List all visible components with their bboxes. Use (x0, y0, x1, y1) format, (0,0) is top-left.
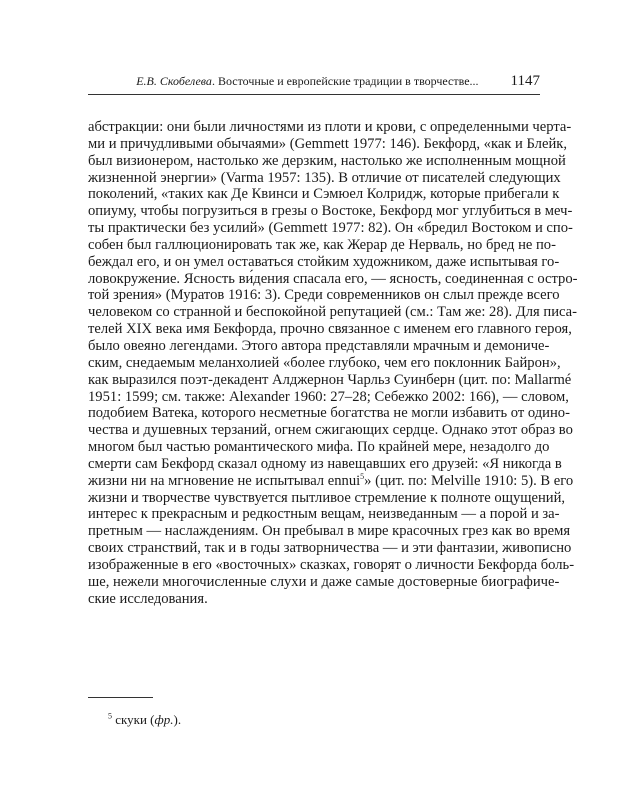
text-line: подобием Ватека, которого несметные богатства не могли избавить от одино- (88, 405, 570, 422)
text-line: беждал его, и он умел оставаться стойким художником, даже испытывая го- (88, 253, 560, 270)
text-line: ше, нежели многочисленные слухи и даже самые достоверные биографиче- (88, 573, 560, 590)
text-line: человеком со странной и беспокойной репутацией (см.: Там же: 28). Для писа- (88, 304, 578, 321)
text-line: ловокружение. Ясность ви́дения спасала его, — ясность, соединенная с остро- (88, 270, 578, 287)
header-rule (88, 94, 540, 95)
text-line: телей XIX века имя Бекфорда, прочно связанное с именем его главного героя, (88, 321, 572, 338)
text-line: ми и причудливыми обычаями» (Gemmett 1977: 146). Бекфорд, «как и Блейк, (88, 135, 567, 152)
text-line: ским, снедаемым меланхолией «более глубоко, чем его поклонник Байрон», (88, 354, 561, 371)
header-title (136, 74, 478, 89)
text-line: абстракции: они были личностями из плоти и крови, с определенными черта- (88, 119, 572, 135)
text-line: было овеяно легендами. Этого автора представляли мрачным и демониче- (88, 337, 550, 354)
footnote (108, 712, 181, 728)
footnote-end: ). (173, 712, 182, 727)
body-text (88, 119, 578, 607)
footnote-reference[interactable]: 5 (360, 471, 365, 481)
text-line: той зрения» (Муратов 1916: 3). Среди современников он слыл прежде всего (88, 287, 560, 304)
footnote-abbr: фр. (154, 712, 174, 727)
header-author: Е.В. Скобелева (136, 74, 212, 88)
text-line: ты практически без усилий» (Gemmett 1977: 82). Он «бредил Востоком и спо- (88, 220, 573, 237)
text-line: чества и душевных терзаний, огнем сжигающих сердце. Однако этот образ во (88, 422, 573, 439)
text-line: как выразился поэт-декадент Алджернон Чарльз Суинберн (цит. по: Mallarmé (88, 371, 572, 388)
running-header (88, 73, 540, 93)
text-line: поколений, «таких как Де Квинси и Сэмюел Колридж, которые прибегали к (88, 186, 560, 203)
footnote-text: скуки ( (115, 712, 155, 727)
footnote-rule (88, 697, 153, 698)
text-line: изображенные в его «восточных» сказках, говорят о личности Бекфорда боль- (88, 556, 575, 573)
text-line: ские исследования. (88, 590, 208, 607)
text-line: своих странствий, так и в годы затворничества — и эти фантазии, живописно (88, 540, 572, 557)
text-segment: жизни ни на мгновение не испытывал ennui (88, 472, 361, 489)
text-line: жизни и творчестве чувствуется пытливое стремление к полноте ощущений, (88, 489, 566, 506)
text-line: 1951: 1599; см. также: Alexander 1960: 27–28; Себежко 2002: 166), — словом, (88, 388, 569, 405)
text-line: собен был галлюционировать так же, как Жерар де Нерваль, но бред не по- (88, 236, 556, 253)
header-article-title: . Восточные и европейские традиции в творчестве... (211, 74, 479, 88)
page-number: 1147 (510, 73, 540, 89)
text-line (88, 471, 574, 490)
text-segment: » (цит. по: Melville 1910: 5). В его (364, 472, 574, 489)
text-line: интерес к прекрасным и редкостным вещам, неизведанным — а порой и за- (88, 506, 560, 523)
text-line: смерти сам Бекфорд сказал одному из навещавших его друзей: «Я никогда в (88, 455, 562, 472)
text-line: опиуму, чтобы погрузиться в грезы о Востоке, Бекфорд мог углубиться в меч- (88, 203, 573, 220)
text-line: претным — наслаждениям. Он пребывал в мире красочных грез как во время (88, 523, 571, 540)
text-line: был визионером, настолько же дерзким, настолько же исполненным мощной (88, 152, 566, 169)
text-line: жизненной энергии» (Varma 1957: 135). В отличие от писателей следующих (88, 169, 561, 186)
footnote-number: 5 (108, 711, 112, 721)
text-line: многом был частью романтического мифа. По крайней мере, незадолго до (88, 439, 550, 456)
